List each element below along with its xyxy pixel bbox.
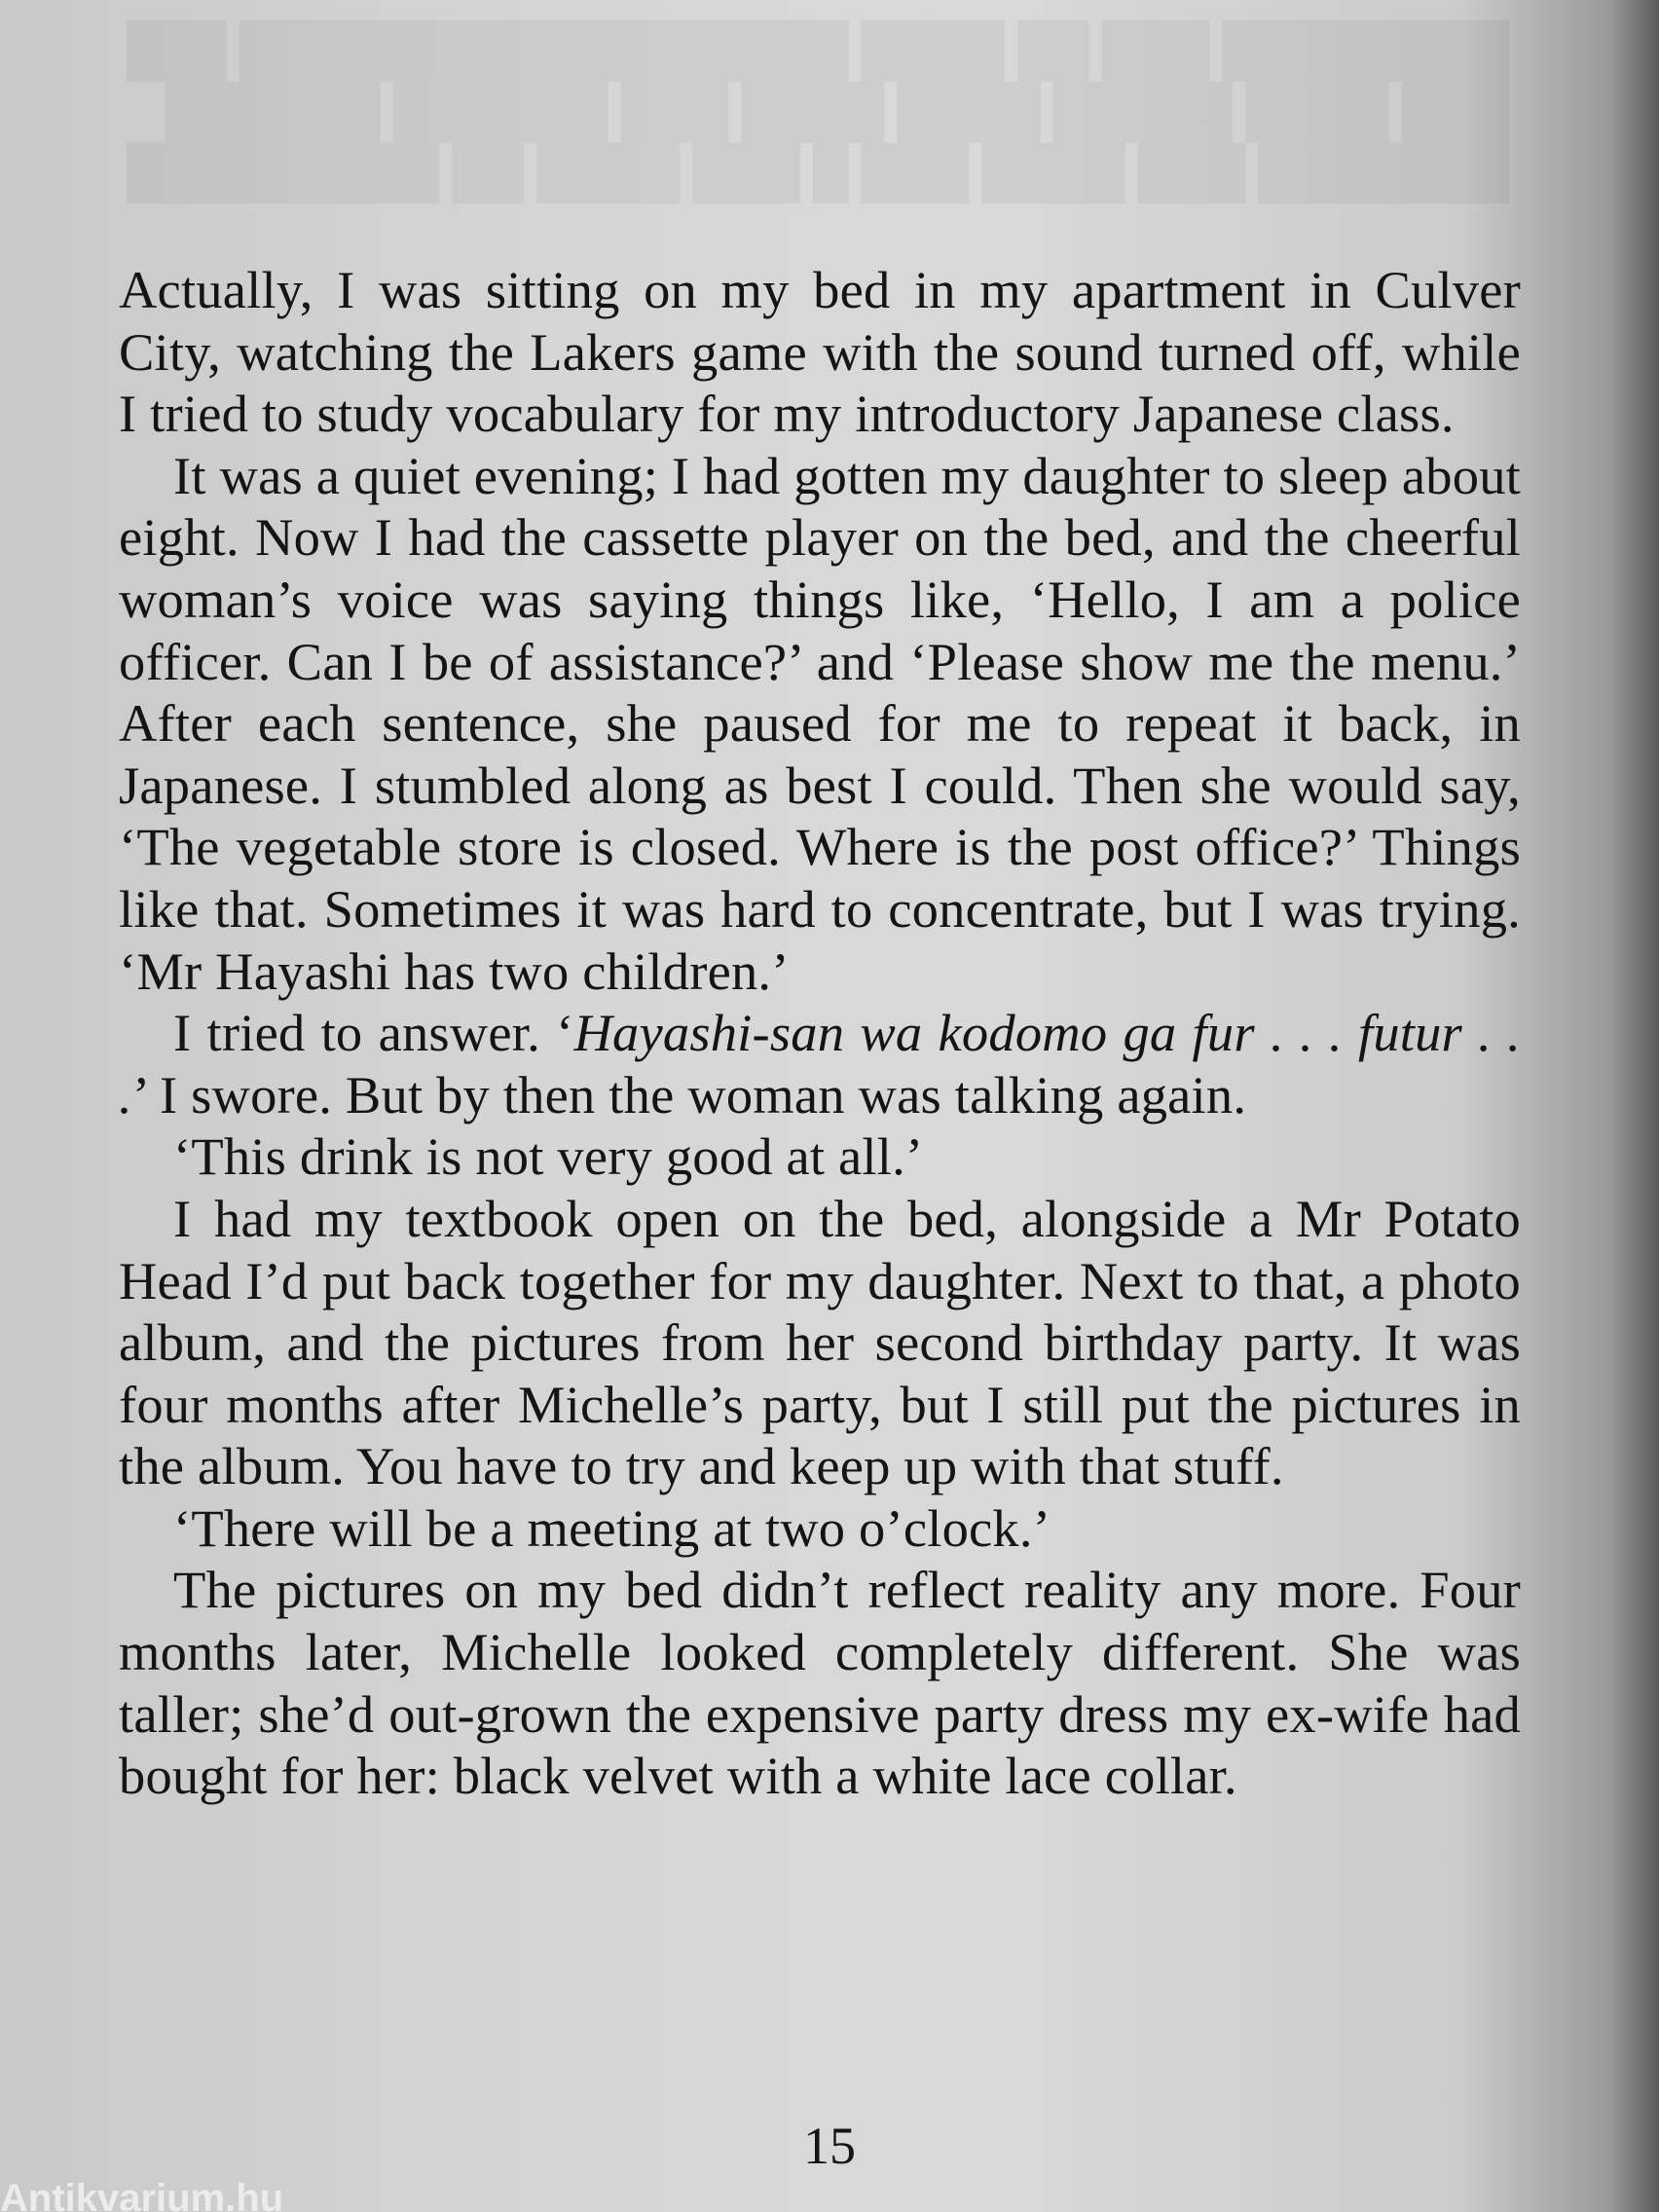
text-run: I tried to answer. ‘ xyxy=(173,1003,574,1063)
paragraph xyxy=(119,1188,1521,1497)
text-run: It was a quiet evening; I had gotten my daughter to sleep about eight. Now I had the cassette player on the bed, and the cheerful woman’s voice was saying things like, ‘Hello, I am a police officer. Can I be of assistance?’ and ‘Please show me the menu.’ After each sentence, she paused for me to repeat it back, in Japanese. I stumbled along as best I could. Then she would say, ‘The vegetable store is closed. Where is the post office?’ Things like that. Sometimes it was hard to concentrate, but I was trying. ‘Mr Hayashi has two children.’ xyxy=(119,445,1521,1001)
italic-phrase: Hayashi-san wa kodomo ga fur . . . futur . . . xyxy=(119,1003,1521,1124)
paragraph xyxy=(119,259,1521,445)
paragraph xyxy=(119,1002,1521,1125)
watermark: Antikvarium.hu xyxy=(0,2177,284,2212)
show-through-texture xyxy=(127,19,1509,203)
text-run: ‘This drink is not very good at all.’ xyxy=(173,1126,924,1187)
paragraph xyxy=(119,1559,1521,1806)
text-run: ‘There will be a meeting at two o’clock.’ xyxy=(173,1497,1051,1558)
page-number: 15 xyxy=(803,2117,856,2175)
paragraph xyxy=(119,445,1521,1002)
paragraph xyxy=(119,1497,1521,1560)
text-run: The pictures on my bed didn’t reflect reality any more. Four months later, Michelle looked completely different. She was taller; she’d out-grown the expensive party dress my ex-wife had bought for her: black velvet with a white lace collar. xyxy=(119,1560,1521,1806)
text-run: I had my textbook open on the bed, alongside a Mr Potato Head I’d put back together for my daughter. Next to that, a photo album, and the pictures from her second birthday party. It was four months after Michelle’s party, but I still put the pictures in the album. You have to try and keep up with that stuff. xyxy=(119,1188,1521,1496)
paragraph xyxy=(119,1125,1521,1188)
text-run: Actually, I was sitting on my bed in my apartment in Culver City, watching the Lakers game with the sound turned off, while I tried to study vocabulary for my introductory Japanese class. xyxy=(119,260,1521,444)
body-text xyxy=(119,259,1521,1807)
text-run: ’ I swore. But by then the woman was talking again. xyxy=(131,1064,1247,1124)
